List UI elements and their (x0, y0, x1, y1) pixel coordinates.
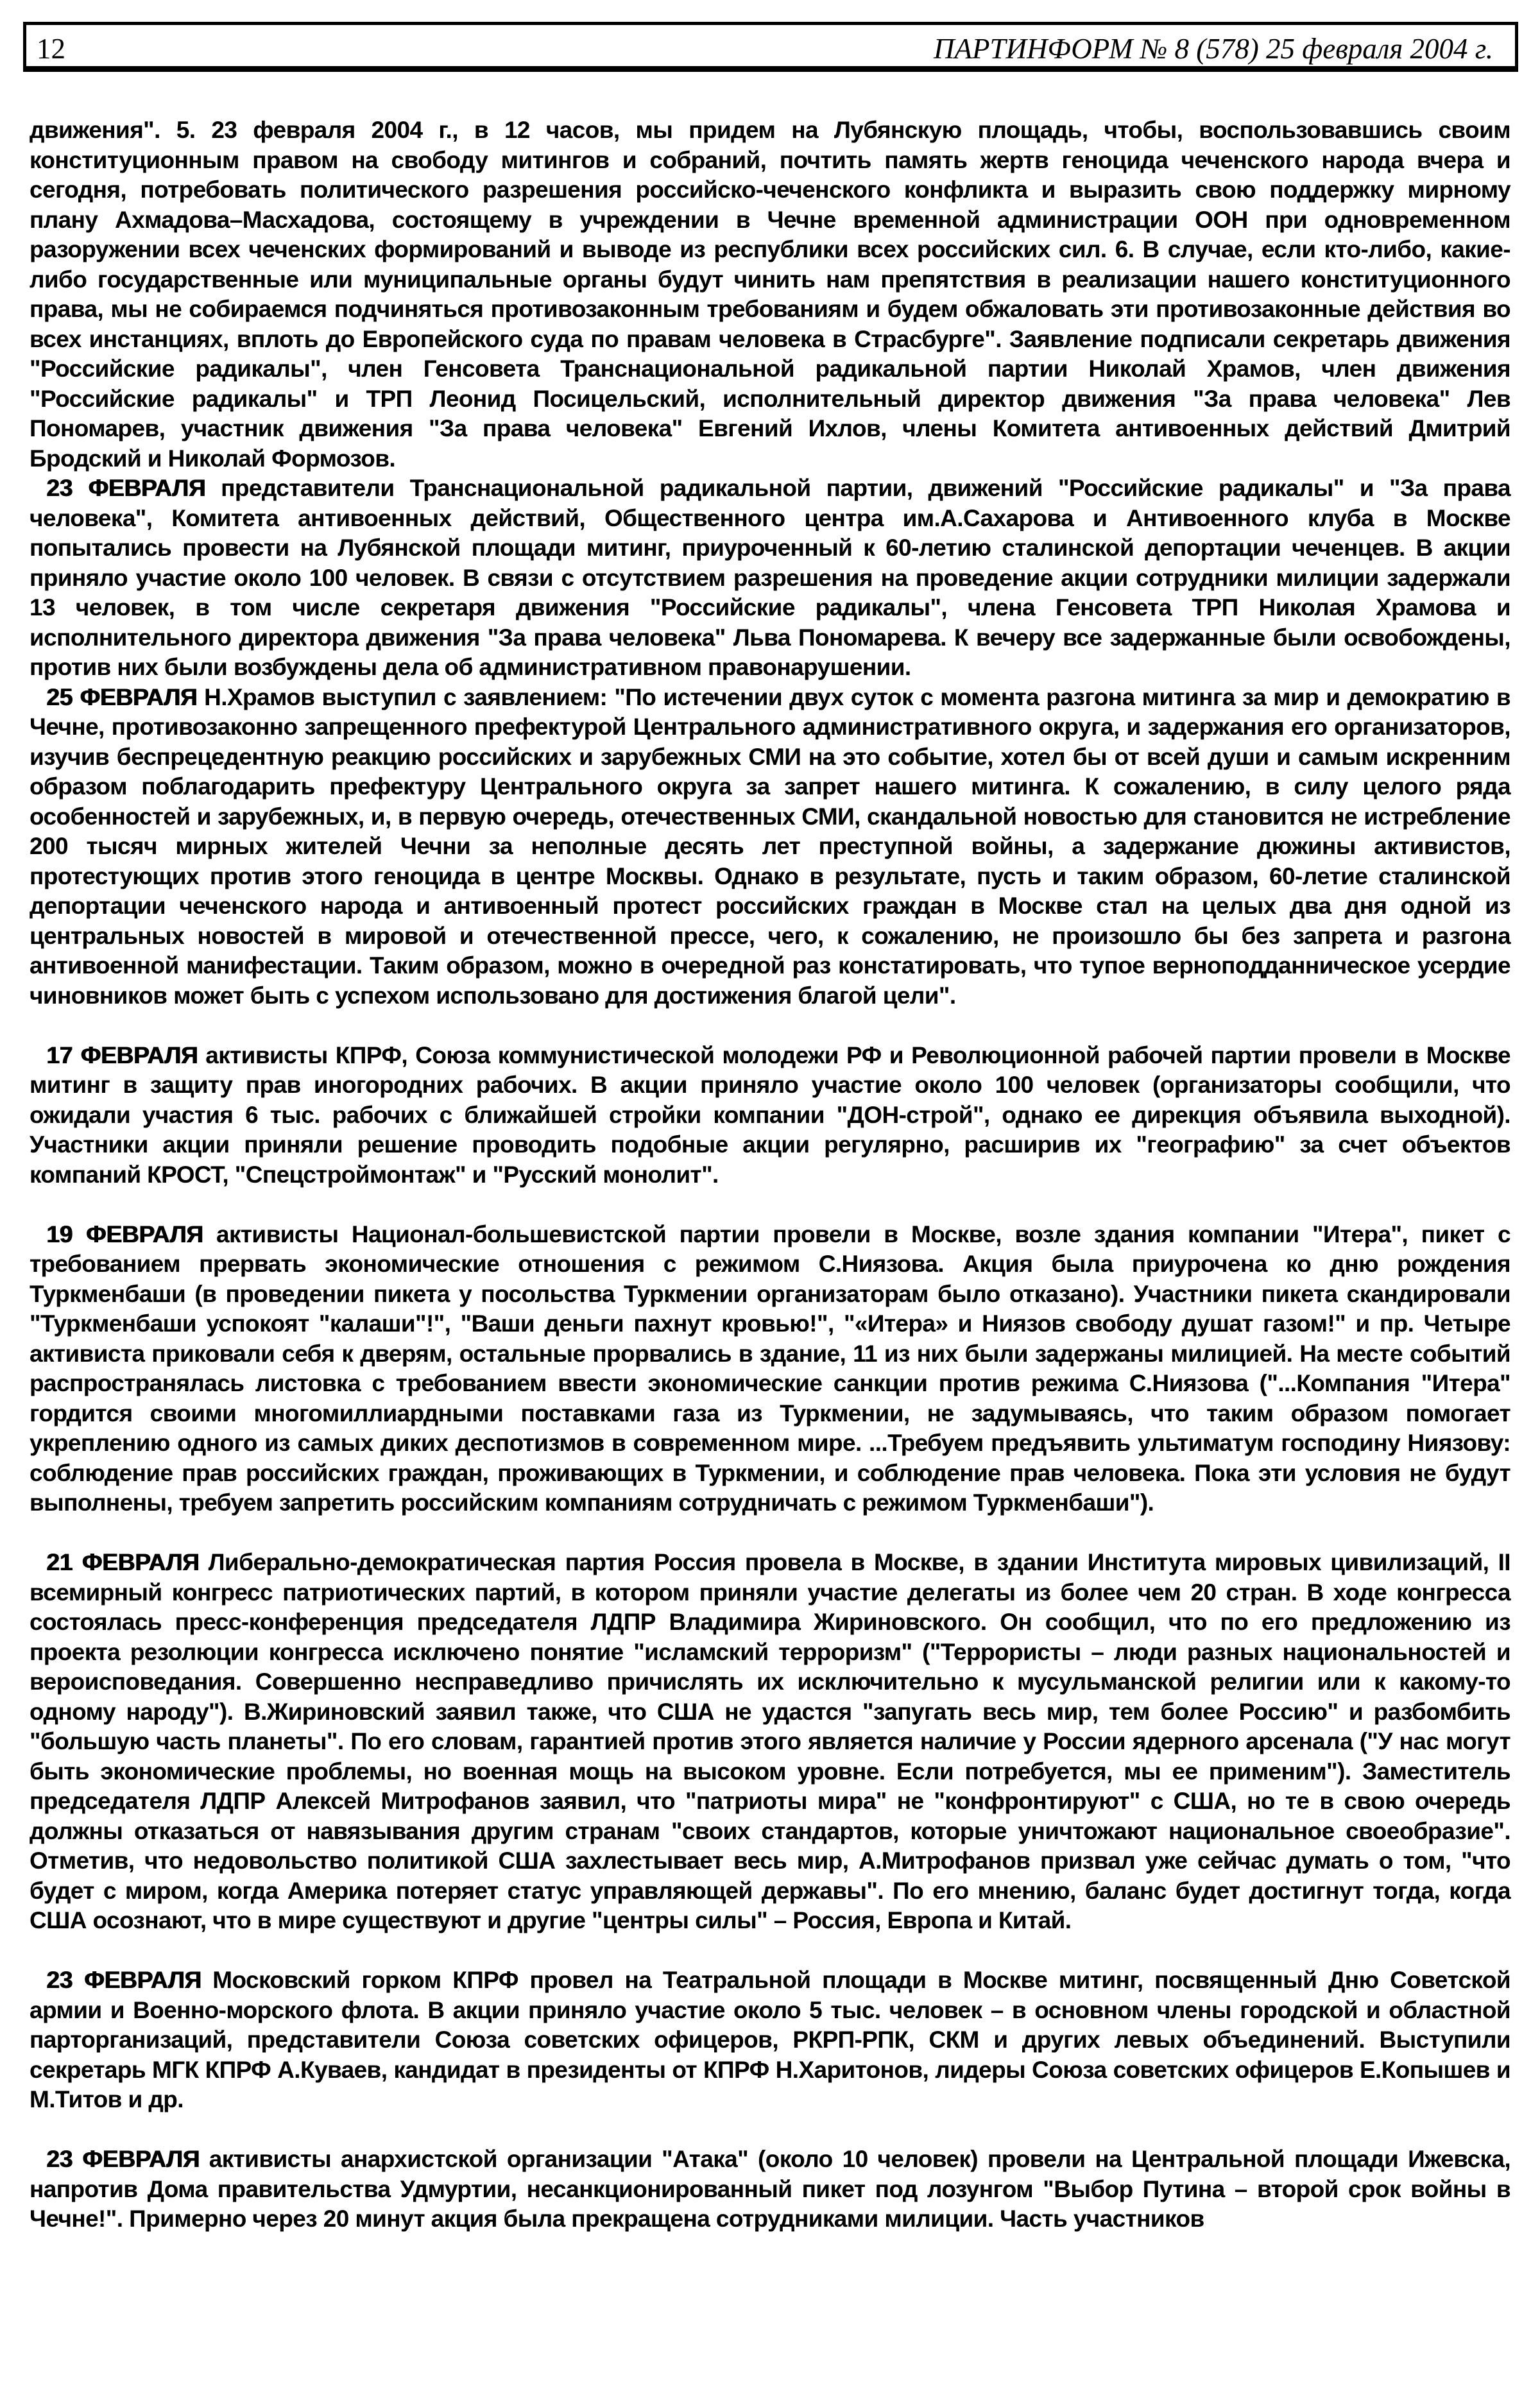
body-paragraph (30, 116, 1510, 474)
page-header (23, 22, 1518, 72)
date-marker: 17 ФЕВРАЛЯ (46, 1041, 198, 1068)
paragraph-text: Московский горком КПРФ провел на Театральной площади в Москве митинг, посвященный Дню Советской армии и Военно-морского флота. В акции приняло участие около 5 тыс. человек – в основном члены городской и областной парторганизаций, представители Союза советских офицеров, РКРП-РПК, СКМ и других левых объединений. Выступили секретарь МГК КПРФ А.Куваев, кандидат в президенты от КПРФ Н.Харитонов, лидеры Союза советских офицеров Е.Копышев и М.Титов и др. (30, 1967, 1511, 2112)
paragraph-text: представители Транснациональной радикальной партии, движений "Российские радикалы" и "За права человека", Комитета антивоенных действий, Общественного центра им.А.Сахарова и Антивоенного клуба в Москве попытались провести на Лубянской площади митинг, приуроченный к 60-летию сталинской депортации чеченцев. В акции приняло участие около 100 человек. В связи с отсутствием разрешения на проведение акции сотрудники милиции задержали 13 человек, в том числе секретаря движения "Российские радикалы", члена Генсовета ТРП Николая Храмова и исполнительного директора движения "За права человека" Льва Пономарева. К вечеру все задержанные были освобождены, против них были возбуждены дела об административном правонарушении. (30, 475, 1510, 680)
date-marker: 19 ФЕВРАЛЯ (46, 1221, 203, 1247)
body-paragraph (30, 1966, 1510, 2115)
page-number: 12 (37, 33, 65, 65)
paragraph-text: активисты Национал-большевистской партии провели в Москве, возле здания компании "Итера", пикет с требованием прервать экономические отношения с режимом С.Ниязова. Акция была приурочена ко дню рождения Туркменбаши (в проведении пикета у посольства Туркмении организаторам было отказано). Участники пикета скандировали "Туркменбаши успокоят "калаши"!", "Ваши деньги пахнут кровью!", "«Итера» и Ниязов свободу душат газом!" и пр. Четыре активиста приковали себя к дверям, остальные прорвались в здание, 11 из них были задержаны милицией. На месте событий распространялась листовка с требованием ввести экономические санкции против режима С.Ниязова ("...Компания "Итера" гордится своими многомиллиардными поставками газа из Туркмении, не задумываясь, что таким образом помогает укреплению одного из самых диких деспотизмов в современном мире. ...Требуем предъявить ультиматум господину Ниязову: соблюдение прав российских граждан, проживающих в Туркмении, и соблюдение прав человека. Пока эти условия не будут выполнены, требуем запретить российским компаниям сотрудничать с режимом Туркменбаши"). (30, 1221, 1510, 1516)
page-body (30, 116, 1510, 2234)
body-paragraph (30, 474, 1510, 683)
date-marker: 23 ФЕВРАЛЯ (46, 2146, 200, 2172)
body-paragraph (30, 683, 1510, 1011)
body-paragraph (30, 1041, 1510, 1190)
paragraph-text: активисты КПРФ, Союза коммунистической молодежи РФ и Революционной рабочей партии провели в Москве митинг в защиту прав иногородних рабочих. В акции приняло участие около 100 человек (организаторы сообщили, что ожидали участия 6 тыс. рабочих с ближайшей стройки компании "ДОН-строй", однако ее дирекция объявила выходной). Участники акции приняли решение проводить подобные акции регулярно, расширив их "географию" за счет объектов компаний КРОСТ, "Спецстроймонтаж" и "Русский монолит". (30, 1041, 1510, 1188)
body-paragraph (30, 1548, 1510, 1936)
date-marker: 23 ФЕВРАЛЯ (46, 1967, 201, 1993)
body-paragraph (30, 2145, 1510, 2234)
paragraph-text: Н.Храмов выступил с заявлением: "По истечении двух суток с момента разгона митинга за мир и демократию в Чечне, противозаконно запрещенного префектурой Центрального административного округа, и задержания его организаторов, изучив беспрецедентную реакцию российских и зарубежных СМИ на это событие, хотел бы от всей души и самым искренним образом поблагодарить префектуру Центрального округа за запрет нашего митинга. К сожалению, в силу целого ряда особенностей и зарубежных, и, в первую очередь, отечественных СМИ, скандальной новостью для становится не истребление 200 тысяч мирных жителей Чечни за неполные десять лет преступной войны, а задержание дюжины активистов, протестующих против этого геноцида в центре Москвы. Однако в результате, пусть и таким образом, 60-летие сталинской депортации чеченского народа и антивоенный протест российских граждан в Москве стал на целых два дня одной из центральных новостей в мировой и отечественной прессе, чего, к сожалению, не произошло бы без запрета и разгона антивоенной манифестации. Таким образом, можно в очередной раз констатировать, что тупое верноподданническое усердие чиновников может быть с успехом использовано для достижения благой цели". (30, 683, 1510, 1009)
paragraph-text: Либерально-демократическая партия Россия провела в Москве, в здании Института мировых цивилизаций, II всемирный конгресс патриотических партий, в котором приняли участие делегаты из более чем 20 стран. В ходе конгресса состоялась пресс-конференция председателя ЛДПР Владимира Жириновского. Он сообщил, что по его предложению из проекта резолюции конгресса исключено понятие "исламский терроризм" ("Террористы – люди разных национальностей и вероисповедания. Совершенно несправедливо причислять их исключительно к мусульманской религии или к какому-то одному народу"). В.Жириновский заявил также, что США не удастся "запугать весь мир, тем более Россию" и разбомбить "большую часть планеты". По его словам, гарантией против этого является наличие у России ядерного арсенала ("У нас могут быть экономические проблемы, но военная мощь на высоком уровне. Если потребуется, мы ее применим"). Заместитель председателя ЛДПР Алексей Митрофанов заявил, что "патриоты мира" не "конфронтируют" с США, но те в свою очередь должны отказаться от навязывания другим странам "своих стандартов, которые уничтожают национальное своеобразие". Отметив, что недовольство политикой США захлестывает весь мир, А.Митрофанов призвал уже сейчас думать о том, "что будет с миром, когда Америка потеряет статус управляющей державы". По его мнению, баланс будет достигнут тогда, когда США осознают, что в мире существуют и другие "центры силы" – Россия, Европа и Китай. (30, 1549, 1510, 1933)
date-marker: 23 ФЕВРАЛЯ (46, 475, 205, 501)
paragraph-text: активисты анархистской организации "Атака" (около 10 человек) провели на Центральной площади Ижевска, напротив Дома правительства Удмуртии, несанкционированный пикет под лозунгом "Выбор Путина – второй срок войны в Чечне!". Примерно через 20 минут акция была прекращена сотрудниками милиции. Часть участников (30, 2146, 1511, 2232)
issue-title: ПАРТИНФОРМ № 8 (578) 25 февраля 2004 г. (934, 33, 1493, 65)
paragraph-text: движения". 5. 23 февраля 2004 г., в 12 часов, мы придем на Лубянскую площадь, чтобы, воспользовавшись своим конституционным правом на свободу митингов и собраний, почтить память жертв геноцида чеченского народа вчера и сегодня, потребовать политического разрешения российско-чеченского конфликта и выразить свою поддержку мирному плану Ахмадова–Масхадова, состоящему в учреждении в Чечне временной администрации ООН при одновременном разоружении всех чеченских формирований и выводе из республики всех российских сил. 6. В случае, если кто-либо, какие-либо государственные или муниципальные органы будут чинить нам препятствия в реализации нашего конституционного права, мы не собираемся подчиняться противозаконным требованиям и будем обжаловать эти противозаконные действия во всех инстанциях, вплоть до Европейского суда по правам человека в Страсбурге". Заявление подписали секретарь движения "Российские радикалы", член Генсовета Транснациональной радикальной партии Николай Храмов, член движения "Российские радикалы" и ТРП Леонид Посицельский, исполнительный директор движения "За права человека" Лев Пономарев, участник движения "За права человека" Евгений Ихлов, члены Комитета антивоенных действий Дмитрий Бродский и Николай Формозов. (30, 117, 1510, 472)
date-marker: 21 ФЕВРАЛЯ (46, 1549, 200, 1575)
body-paragraph (30, 1220, 1510, 1518)
date-marker: 25 ФЕВРАЛЯ (46, 683, 197, 710)
